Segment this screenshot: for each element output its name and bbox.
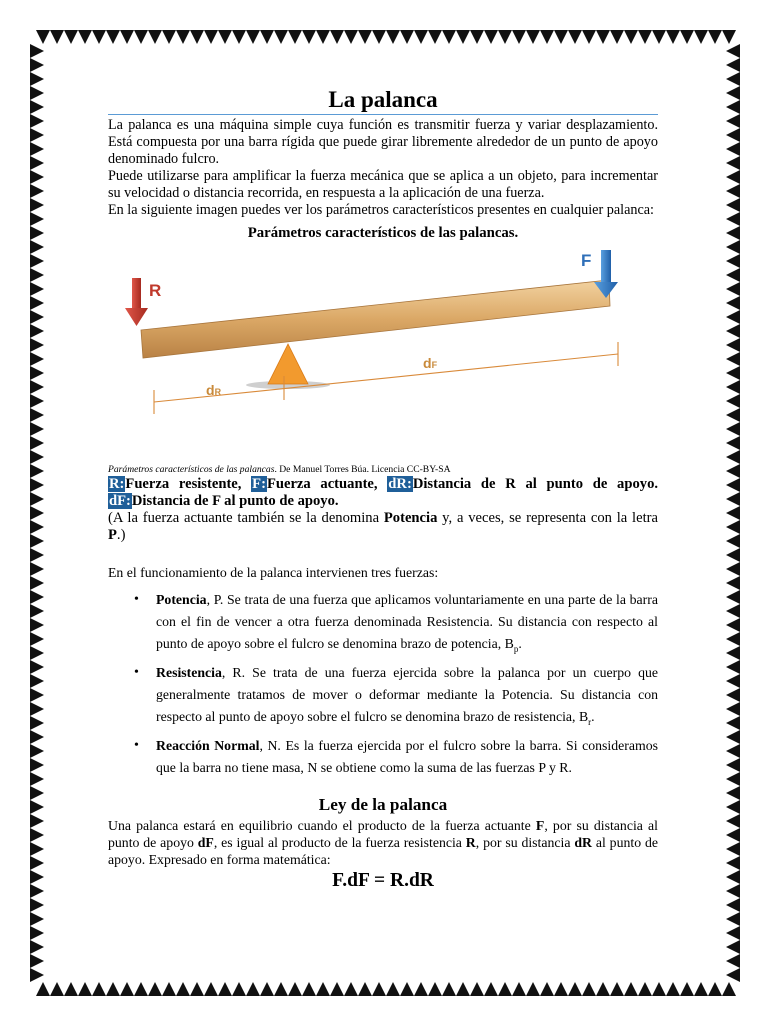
border-triangle bbox=[726, 506, 740, 520]
border-triangle bbox=[726, 156, 740, 170]
border-triangle bbox=[726, 646, 740, 660]
border-triangle bbox=[568, 30, 582, 44]
border-triangle bbox=[344, 30, 358, 44]
border-triangle bbox=[358, 982, 372, 996]
border-triangle bbox=[176, 982, 190, 996]
border-triangle bbox=[344, 982, 358, 996]
border-triangle bbox=[50, 30, 64, 44]
border-triangle bbox=[722, 30, 736, 44]
potencia-note: (A la fuerza actuante también se la denomina Potencia y, a veces, se representa con la letra P.) bbox=[108, 510, 658, 543]
border-triangle bbox=[726, 226, 740, 240]
border-triangle bbox=[134, 982, 148, 996]
bullet-icon: • bbox=[134, 592, 139, 607]
border-triangle bbox=[414, 982, 428, 996]
border-triangle bbox=[498, 30, 512, 44]
border-triangle bbox=[218, 982, 232, 996]
border-triangle bbox=[30, 156, 44, 170]
border-triangle bbox=[246, 982, 260, 996]
border-triangle bbox=[726, 296, 740, 310]
border-triangle bbox=[30, 450, 44, 464]
border-triangle bbox=[30, 940, 44, 954]
border-triangle bbox=[288, 982, 302, 996]
border-triangle bbox=[484, 30, 498, 44]
border-triangle bbox=[456, 30, 470, 44]
border-triangle bbox=[726, 408, 740, 422]
border-triangle bbox=[120, 982, 134, 996]
border-triangle bbox=[30, 114, 44, 128]
border-triangle bbox=[726, 534, 740, 548]
border-triangle bbox=[666, 30, 680, 44]
border-triangle bbox=[428, 982, 442, 996]
border-triangle bbox=[512, 982, 526, 996]
border-triangle bbox=[64, 30, 78, 44]
border-triangle bbox=[540, 30, 554, 44]
border-triangle bbox=[30, 856, 44, 870]
border-triangle bbox=[30, 562, 44, 576]
border-triangle bbox=[726, 786, 740, 800]
forces-intro: En el funcionamiento de la palanca intervienen tres fuerzas: bbox=[108, 565, 439, 580]
border-triangle bbox=[30, 772, 44, 786]
border-triangle bbox=[92, 30, 106, 44]
border-triangle bbox=[414, 30, 428, 44]
border-triangle bbox=[726, 198, 740, 212]
border-triangle bbox=[30, 44, 44, 58]
border-triangle bbox=[386, 982, 400, 996]
legend-paragraph: R:Fuerza resistente, F:Fuerza actuante, dR:Distancia de R al punto de apoyo. dF:Distancia de F al punto de apoyo. bbox=[109, 476, 659, 509]
border-triangle bbox=[30, 254, 44, 268]
figure-caption: Parámetros característicos de las palancas. De Manuel Torres Búa. Licencia CC-BY-SA bbox=[108, 464, 451, 475]
border-triangle bbox=[30, 436, 44, 450]
border-triangle bbox=[726, 968, 740, 982]
border-triangle bbox=[30, 366, 44, 380]
border-triangle bbox=[726, 254, 740, 268]
border-triangle bbox=[30, 72, 44, 86]
border-triangle bbox=[30, 576, 44, 590]
border-triangle bbox=[726, 716, 740, 730]
border-triangle bbox=[30, 814, 44, 828]
border-triangle bbox=[30, 268, 44, 282]
label-r: R bbox=[149, 281, 162, 300]
border-triangle bbox=[726, 800, 740, 814]
list-item: • Reacción Normal, N. Es la fuerza ejercida por el fulcro sobre la barra. Si consideramos que la barra no tiene masa, N se obtiene como la suma de las fuerzas P y R. bbox=[108, 735, 658, 779]
border-triangle bbox=[30, 842, 44, 856]
border-triangle bbox=[726, 618, 740, 632]
border-triangle bbox=[526, 982, 540, 996]
border-triangle bbox=[30, 660, 44, 674]
border-triangle bbox=[652, 30, 666, 44]
border-triangle bbox=[30, 58, 44, 72]
border-triangle bbox=[190, 982, 204, 996]
border-triangle bbox=[30, 604, 44, 618]
border-triangle bbox=[442, 982, 456, 996]
border-triangle bbox=[316, 30, 330, 44]
border-triangle bbox=[30, 590, 44, 604]
border-triangle bbox=[288, 30, 302, 44]
border-triangle bbox=[726, 128, 740, 142]
figure-heading: Parámetros característicos de las palancas. bbox=[247, 225, 519, 241]
border-triangle bbox=[726, 604, 740, 618]
lever-bar bbox=[141, 280, 610, 358]
border-triangle bbox=[30, 408, 44, 422]
border-triangle bbox=[120, 30, 134, 44]
border-triangle bbox=[204, 982, 218, 996]
border-triangle bbox=[726, 380, 740, 394]
border-triangle bbox=[30, 744, 44, 758]
list-item: • Potencia, P. Se trata de una fuerza que aplicamos voluntariamente en una parte de la barra con el fin de vencer a otra fuerza denominada Resistencia. Su distancia con respecto al punto de apoyo sobre el fulcro se denomina brazo de potencia, $B_p$. bbox=[108, 589, 658, 660]
border-triangle bbox=[726, 688, 740, 702]
border-triangle bbox=[50, 982, 64, 996]
border-triangle bbox=[148, 982, 162, 996]
border-triangle bbox=[30, 226, 44, 240]
border-triangle bbox=[498, 982, 512, 996]
border-triangle bbox=[30, 170, 44, 184]
border-triangle bbox=[726, 100, 740, 114]
border-triangle bbox=[554, 982, 568, 996]
border-triangle bbox=[442, 30, 456, 44]
border-triangle bbox=[274, 982, 288, 996]
fulcrum-triangle bbox=[268, 344, 308, 384]
border-triangle bbox=[526, 30, 540, 44]
border-triangle bbox=[726, 758, 740, 772]
border-triangle bbox=[726, 828, 740, 842]
border-triangle bbox=[30, 240, 44, 254]
border-triangle bbox=[582, 30, 596, 44]
border-triangle bbox=[726, 436, 740, 450]
border-triangle bbox=[30, 800, 44, 814]
border-triangle bbox=[134, 30, 148, 44]
document-page bbox=[108, 86, 658, 889]
border-triangle bbox=[30, 674, 44, 688]
intro-paragraph-2: Puede utilizarse para amplificar la fuerza mecánica que se aplica a un objeto, para incrementar su velocidad o distancia recorrida, en respuesta a la aplicación de una fuerza. bbox=[108, 168, 658, 201]
border-triangle bbox=[726, 450, 740, 464]
border-triangle bbox=[372, 30, 386, 44]
border-triangle bbox=[204, 30, 218, 44]
border-triangle bbox=[30, 688, 44, 702]
border-triangle bbox=[30, 870, 44, 884]
border-triangle bbox=[30, 492, 44, 506]
law-paragraph: Una palanca estará en equilibrio cuando el producto de la fuerza actuante F, por su distancia al punto de apoyo dF, es igual al producto de la fuerza resistencia R, por su distancia dR al punto de apoyo. Expresado en forma matemática: bbox=[108, 817, 658, 867]
border-triangle bbox=[260, 982, 274, 996]
border-triangle bbox=[456, 982, 470, 996]
border-triangle bbox=[232, 30, 246, 44]
border-triangle bbox=[30, 716, 44, 730]
border-triangle bbox=[726, 856, 740, 870]
border-triangle bbox=[726, 940, 740, 954]
border-triangle bbox=[726, 422, 740, 436]
border-triangle bbox=[30, 954, 44, 968]
border-triangle bbox=[726, 338, 740, 352]
border-triangle bbox=[30, 338, 44, 352]
border-triangle bbox=[400, 982, 414, 996]
border-triangle bbox=[470, 982, 484, 996]
border-triangle bbox=[400, 30, 414, 44]
border-triangle bbox=[232, 982, 246, 996]
page-title: La palanca bbox=[328, 87, 438, 112]
dimension-line bbox=[154, 342, 618, 414]
border-triangle bbox=[596, 30, 610, 44]
border-triangle bbox=[30, 828, 44, 842]
label-dr: dR bbox=[206, 382, 222, 398]
border-triangle bbox=[30, 380, 44, 394]
border-triangle bbox=[726, 870, 740, 884]
border-triangle bbox=[726, 632, 740, 646]
intro-paragraph-3: En la siguiente imagen puedes ver los parámetros característicos presentes en cualquier palanca: bbox=[108, 202, 654, 218]
border-triangle bbox=[30, 394, 44, 408]
border-triangle bbox=[36, 982, 50, 996]
border-triangle bbox=[30, 520, 44, 534]
border-triangle bbox=[30, 478, 44, 492]
border-triangle bbox=[708, 982, 722, 996]
border-triangle bbox=[638, 30, 652, 44]
border-triangle bbox=[624, 30, 638, 44]
label-f: F bbox=[581, 251, 592, 270]
border-triangle bbox=[484, 982, 498, 996]
border-triangle bbox=[30, 296, 44, 310]
label-df: dF bbox=[423, 355, 438, 371]
border-triangle bbox=[30, 758, 44, 772]
border-triangle bbox=[680, 982, 694, 996]
legend-key-f: F: bbox=[252, 476, 266, 492]
border-triangle bbox=[726, 912, 740, 926]
border-triangle bbox=[666, 982, 680, 996]
lever-figure bbox=[108, 242, 658, 466]
border-triangle bbox=[726, 282, 740, 296]
border-triangle bbox=[638, 982, 652, 996]
border-triangle bbox=[30, 730, 44, 744]
border-triangle bbox=[36, 30, 50, 44]
border-triangle bbox=[30, 212, 44, 226]
border-triangle bbox=[30, 100, 44, 114]
border-triangle bbox=[726, 394, 740, 408]
border-triangle bbox=[330, 30, 344, 44]
border-triangle bbox=[302, 982, 316, 996]
border-triangle bbox=[30, 702, 44, 716]
border-triangle bbox=[30, 184, 44, 198]
border-triangle bbox=[512, 30, 526, 44]
border-triangle bbox=[30, 534, 44, 548]
border-triangle bbox=[726, 366, 740, 380]
border-triangle bbox=[106, 982, 120, 996]
legend-key-df: dF: bbox=[109, 493, 131, 509]
border-triangle bbox=[428, 30, 442, 44]
lever-diagram bbox=[108, 242, 658, 466]
border-triangle bbox=[30, 506, 44, 520]
border-triangle bbox=[726, 58, 740, 72]
border-triangle bbox=[330, 982, 344, 996]
border-triangle bbox=[246, 30, 260, 44]
border-triangle bbox=[722, 982, 736, 996]
border-triangle bbox=[726, 72, 740, 86]
border-triangle bbox=[372, 982, 386, 996]
border-triangle bbox=[726, 772, 740, 786]
border-triangle bbox=[30, 128, 44, 142]
border-triangle bbox=[30, 422, 44, 436]
border-triangle bbox=[726, 926, 740, 940]
border-triangle bbox=[78, 30, 92, 44]
border-triangle bbox=[726, 562, 740, 576]
forces-list bbox=[108, 589, 658, 779]
bullet-icon: • bbox=[134, 664, 139, 680]
border-triangle bbox=[726, 142, 740, 156]
border-triangle bbox=[726, 492, 740, 506]
border-triangle bbox=[30, 352, 44, 366]
border-triangle bbox=[708, 30, 722, 44]
border-triangle bbox=[92, 982, 106, 996]
border-triangle bbox=[64, 982, 78, 996]
border-triangle bbox=[260, 30, 274, 44]
border-triangle bbox=[726, 520, 740, 534]
border-triangle bbox=[540, 982, 554, 996]
border-triangle bbox=[30, 632, 44, 646]
border-triangle bbox=[726, 478, 740, 492]
border-triangle bbox=[694, 982, 708, 996]
border-triangle bbox=[610, 982, 624, 996]
border-triangle bbox=[726, 240, 740, 254]
border-triangle bbox=[190, 30, 204, 44]
border-triangle bbox=[148, 30, 162, 44]
border-triangle bbox=[726, 86, 740, 100]
border-triangle bbox=[30, 898, 44, 912]
border-triangle bbox=[726, 814, 740, 828]
border-triangle bbox=[680, 30, 694, 44]
border-triangle bbox=[30, 646, 44, 660]
border-triangle bbox=[568, 982, 582, 996]
border-triangle bbox=[30, 926, 44, 940]
border-triangle bbox=[726, 954, 740, 968]
border-triangle bbox=[726, 702, 740, 716]
border-triangle bbox=[470, 30, 484, 44]
intro-paragraph-1: La palanca es una máquina simple cuya función es transmitir fuerza y variar desplazamiento. Está compuesta por una barra rígida que puede girar libremente alrededor de un punto de apoyo denominado fulcro. bbox=[108, 117, 658, 167]
border-triangle bbox=[30, 86, 44, 100]
border-triangle bbox=[726, 576, 740, 590]
border-triangle bbox=[30, 464, 44, 478]
border-triangle bbox=[726, 674, 740, 688]
border-triangle bbox=[624, 982, 638, 996]
border-triangle bbox=[726, 898, 740, 912]
border-triangle bbox=[316, 982, 330, 996]
border-triangle bbox=[358, 30, 372, 44]
border-triangle bbox=[30, 548, 44, 562]
border-triangle bbox=[162, 30, 176, 44]
border-triangle bbox=[726, 464, 740, 478]
border-triangle bbox=[386, 30, 400, 44]
border-triangle bbox=[726, 44, 740, 58]
legend-key-dr: dR: bbox=[388, 476, 412, 492]
border-triangle bbox=[30, 968, 44, 982]
border-triangle bbox=[106, 30, 120, 44]
border-triangle bbox=[652, 982, 666, 996]
border-triangle bbox=[30, 198, 44, 212]
border-triangle bbox=[582, 982, 596, 996]
border-triangle bbox=[726, 352, 740, 366]
title-underline bbox=[108, 114, 658, 115]
border-triangle bbox=[610, 30, 624, 44]
law-heading: Ley de la palanca bbox=[318, 794, 448, 814]
border-triangle bbox=[726, 170, 740, 184]
border-triangle bbox=[726, 730, 740, 744]
border-triangle bbox=[726, 884, 740, 898]
border-triangle bbox=[30, 786, 44, 800]
border-triangle bbox=[30, 912, 44, 926]
list-item: • Resistencia, R. Se trata de una fuerza ejercida sobre la palanca por un cuerpo que generalmente tratamos de mover o deformar mediante la Potencia. Su distancia con respecto al punto de apoyo sobre el fulcro se denomina brazo de resistencia, $B_r$. bbox=[108, 662, 658, 733]
lever-formula: F.dF = R.dR bbox=[332, 869, 434, 891]
border-triangle bbox=[30, 142, 44, 156]
border-triangle bbox=[176, 30, 190, 44]
border-triangle bbox=[726, 548, 740, 562]
border-triangle bbox=[554, 30, 568, 44]
border-triangle bbox=[726, 114, 740, 128]
border-triangle bbox=[726, 212, 740, 226]
border-triangle bbox=[726, 268, 740, 282]
resistance-arrow-icon bbox=[125, 278, 148, 326]
border-triangle bbox=[30, 310, 44, 324]
legend-key-r: R: bbox=[109, 476, 125, 492]
border-triangle bbox=[162, 982, 176, 996]
border-triangle bbox=[726, 590, 740, 604]
border-triangle bbox=[726, 184, 740, 198]
border-triangle bbox=[30, 324, 44, 338]
border-triangle bbox=[694, 30, 708, 44]
border-triangle bbox=[726, 660, 740, 674]
border-triangle bbox=[274, 30, 288, 44]
border-triangle bbox=[218, 30, 232, 44]
bullet-icon: • bbox=[134, 737, 139, 753]
border-triangle bbox=[726, 744, 740, 758]
border-triangle bbox=[30, 618, 44, 632]
border-triangle bbox=[596, 982, 610, 996]
border-triangle bbox=[726, 324, 740, 338]
border-triangle bbox=[78, 982, 92, 996]
border-triangle bbox=[30, 282, 44, 296]
border-triangle bbox=[302, 30, 316, 44]
border-triangle bbox=[726, 310, 740, 324]
border-triangle bbox=[726, 842, 740, 856]
border-triangle bbox=[30, 884, 44, 898]
